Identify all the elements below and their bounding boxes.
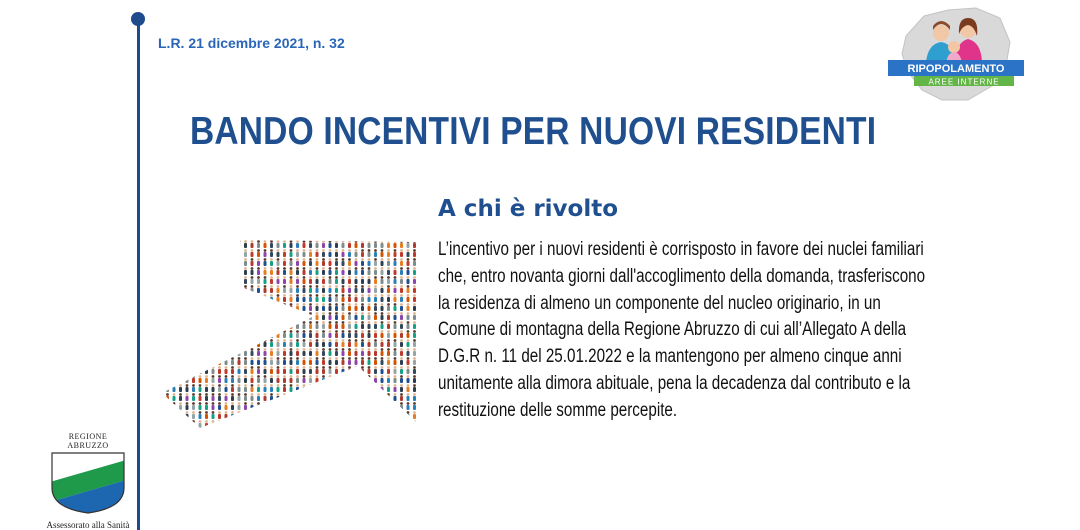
page-title: BANDO INCENTIVI PER NUOVI RESIDENTI [190, 110, 877, 153]
body-line: la residenza di almeno un componente del nucleo originario, in un [438, 292, 881, 314]
law-reference: L.R. 21 dicembre 2021, n. 32 [158, 35, 345, 51]
region-label-1: REGIONE [68, 432, 108, 441]
section-subtitle: A chi è rivolto [438, 196, 619, 222]
region-footer: Assessorato alla Sanità [46, 520, 130, 530]
ripopolamento-logo [884, 6, 1028, 102]
vertical-rule [137, 18, 140, 530]
body-line: D.G.R n. 11 del 25.01.2022 e la mantengono per almeno cinque anni [438, 346, 902, 368]
region-crest [42, 428, 134, 530]
body-line: Comune di montagna della Regione Abruzzo di cui all’Allegato A della [438, 319, 907, 341]
abruzzo-crest-icon [50, 452, 126, 514]
body-line: che, entro novanta giorni dall'accoglimento della domanda, trasferiscono [438, 265, 926, 287]
vertical-rule-dot [131, 12, 145, 26]
logo-line2: AREE INTERNE [928, 77, 1000, 87]
region-label-2: ABRUZZO [67, 441, 109, 450]
body-paragraph [438, 237, 950, 425]
body-line: unitamente alla dimora abituale, pena la decadenza dal contributo e la [438, 372, 911, 394]
body-line: restituzione delle somme percepite. [438, 399, 678, 421]
body-line: L’incentivo per i nuovi residenti è corrisposto in favore dei nuclei familiari [438, 239, 924, 260]
crowd-arrow-illustration [162, 238, 418, 432]
logo-line1: RIPOPOLAMENTO [907, 63, 1005, 75]
